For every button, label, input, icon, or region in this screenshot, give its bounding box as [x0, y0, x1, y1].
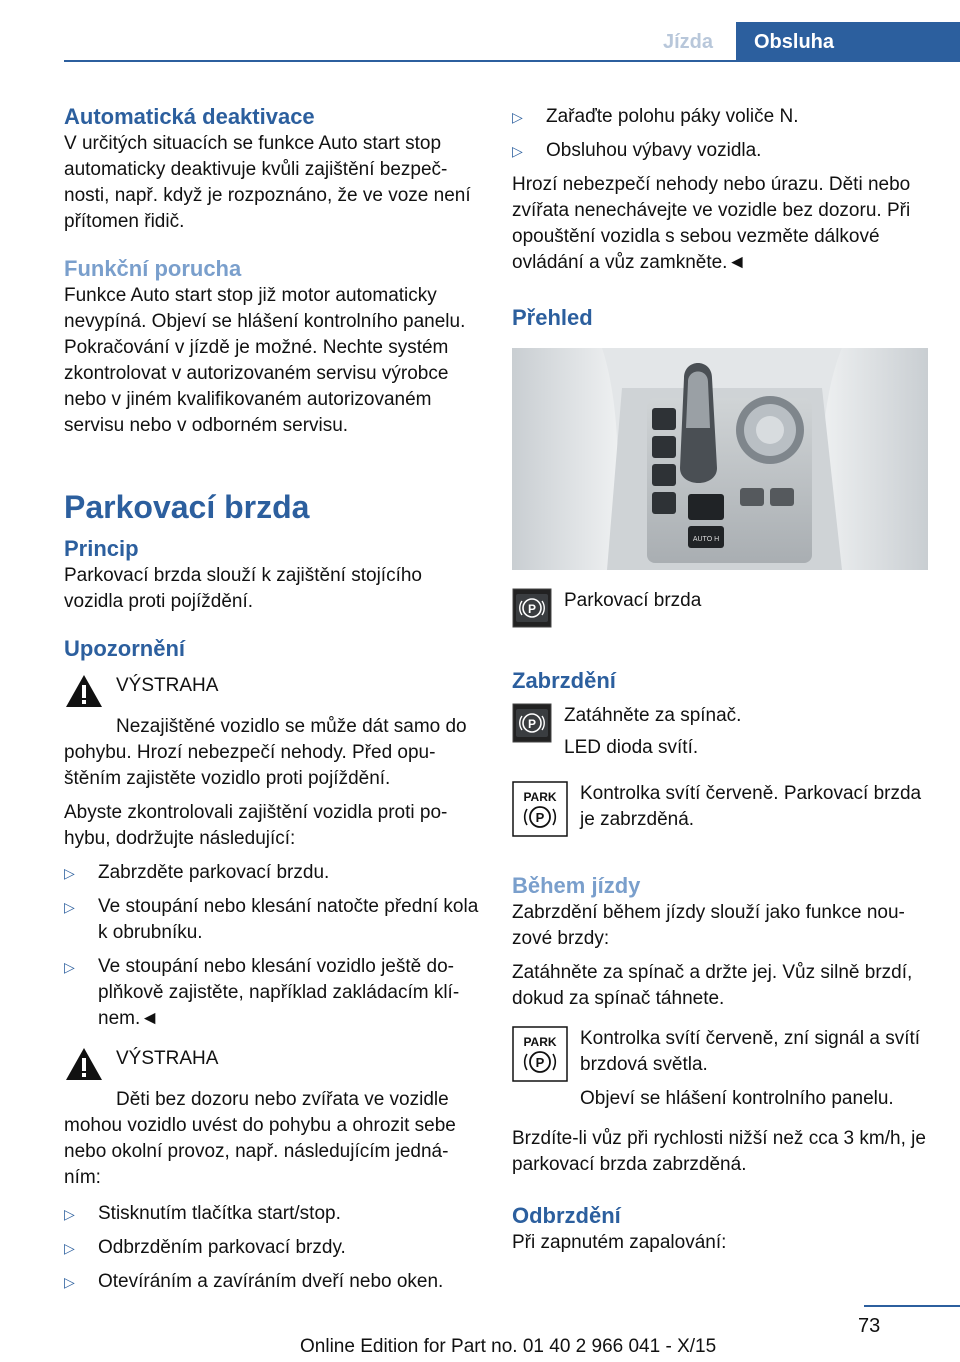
driving-heading: Během jízdy [512, 873, 641, 898]
list-item-text: Obsluhou výbavy vozidla. [546, 140, 762, 161]
list-item [64, 894, 482, 946]
list-item-text: Stisknutím tlačítka start/stop. [98, 1203, 341, 1224]
release-text: Při zapnutém zapalování: [512, 1232, 727, 1253]
auto-h-button-label: AUTO H [692, 536, 720, 543]
warning-2-text: Děti bez dozoru nebo zvířata ve vozidle mohou vozidlo uvést do pohybu a ohrozit sebe nebo okolní provoz, např. následujícím jedná-ním: [64, 1089, 456, 1188]
driving-text-2: Zatáhněte za spínač a držte jej. Vůz silně brzdí, dokud za spínač táhnete. [512, 962, 913, 1009]
apply-line-2: LED dioda svítí. [564, 737, 699, 758]
list-item [64, 954, 482, 1032]
apply-heading: Zabrzdění [512, 668, 616, 693]
parking-brake-switch-icon [512, 588, 552, 633]
svg-text:P: P [527, 717, 537, 731]
list-item-text: Zabrzděte parkovací brzdu. [98, 862, 330, 883]
park-indicator-icon [512, 1026, 568, 1087]
warning-triangle-icon [64, 1046, 104, 1087]
center-console-photo [512, 348, 928, 570]
warning-1-text2: Abyste zkontrolovali zajištění vozidla proti po-hybu, dodržujte následující: [64, 802, 448, 849]
list-item [64, 860, 482, 886]
bullet-arrow-icon: ▷ [64, 865, 75, 881]
driving-text-3: Brzdíte-li vůz při rychlosti nižší než cca 3 km/h, je parkovací brzda zabrzděná. [512, 1128, 926, 1175]
warning-1 [64, 673, 482, 852]
fault-heading: Funkční porucha [64, 256, 242, 281]
console-illustration [512, 348, 928, 570]
warning-1-label: VÝSTRAHA [116, 675, 219, 696]
svg-text:PARK: PARK [523, 1035, 557, 1049]
driving-indicator-text-1: Kontrolka svítí červeně, zní signál a svítí brzdová světla. [580, 1028, 921, 1075]
park-indicator-icon [512, 781, 568, 842]
bullet-arrow-icon: ▷ [64, 1274, 75, 1290]
warning-triangle-icon [64, 673, 104, 714]
list-item [64, 1269, 482, 1295]
page-number: 73 [858, 1315, 881, 1337]
driving-text-1: Zabrzdění během jízdy slouží jako funkce nou-zové brzdy: [512, 902, 905, 949]
bullet-arrow-icon: ▷ [64, 959, 75, 975]
list-item-text: Otevíráním a zavíráním dveří nebo oken. [98, 1271, 444, 1292]
list-item [64, 1235, 482, 1261]
apply-indicator-text: Kontrolka svítí červeně. Parkovací brzda je zabrzděná. [580, 783, 922, 830]
warning-2 [64, 1046, 482, 1191]
online-edition-text: Online Edition for Part no. 01 40 2 966 041 - X/15 [300, 1336, 717, 1357]
right-column [512, 104, 930, 1256]
bullet-arrow-icon: ▷ [512, 109, 523, 125]
svg-text:P: P [535, 810, 545, 825]
bullet-list-2 [64, 1201, 482, 1295]
auto-deactivation-heading: Automatická deaktivace [64, 104, 315, 129]
bullet-list-1 [64, 860, 482, 1032]
bullet-arrow-icon: ▷ [512, 143, 523, 159]
warning-2-label: VÝSTRAHA [116, 1048, 219, 1069]
apply-row [512, 703, 930, 761]
svg-text:P: P [527, 602, 537, 616]
list-item-text: Ve stoupání nebo klesání vozidlo ještě do-plňkově zajistěte, například zakládacím klí-nem.◄ [98, 956, 460, 1029]
apply-indicator-row [512, 781, 930, 842]
driving-indicator-text-2: Objeví se hlášení kontrolního panelu. [580, 1088, 894, 1109]
driving-indicator-row [512, 1026, 930, 1112]
parking-brake-label: Parkovací brzda [564, 590, 702, 611]
principle-heading: Princip [64, 536, 139, 561]
apply-line-1: Zatáhněte za spínač. [564, 705, 742, 726]
parking-brake-switch-icon [512, 703, 552, 748]
list-item-text: Odbrzděním parkovací brzdy. [98, 1237, 346, 1258]
danger-text: Hrozí nebezpečí nehody nebo úrazu. Děti nebo zvířata nenechávejte ve vozidle bez dozoru. Při opouštění vozidla s sebou vezměte dálkové ovládání a vůz zamkněte.◄ [512, 174, 911, 273]
tab-jizda[interactable]: Jízda [662, 31, 714, 53]
footer-rule [864, 1305, 960, 1307]
list-item [512, 104, 930, 130]
list-item-text: Zařaďte polohu páky voliče N. [546, 106, 799, 127]
left-column [64, 100, 482, 1295]
release-heading: Odbrzdění [512, 1203, 621, 1228]
list-item [512, 138, 930, 164]
svg-text:PARK: PARK [523, 790, 557, 804]
list-item [64, 1201, 482, 1227]
header-rule [64, 60, 960, 62]
bullet-arrow-icon: ▷ [64, 1206, 75, 1222]
fault-text: Funkce Auto start stop již motor automaticky nevypíná. Objeví se hlášení kontrolního panelu. Pokračování v jízdě je možné. Nechte systém zkontrolovat v autorizovaném servisu výrobce nebo v jiném kvalifikovaném autorizovaném servisu nebo v odborném servisu. [64, 285, 466, 436]
principle-text: Parkovací brzda slouží k zajištění stojícího vozidla proti pojíždění. [64, 565, 422, 612]
warning-1-text: Nezajištěné vozidlo se může dát samo do pohybu. Hrozí nebezpečí nehody. Před opu-štěním zajistěte vozidlo proti pojíždění. [64, 716, 467, 789]
auto-deactivation-text: V určitých situacích se funkce Auto start stop automaticky deaktivuje kvůli zajištění bezpeč-nosti, např. když je rozpoznáno, že ve voze není přítomen řidič. [64, 133, 471, 232]
notice-heading: Upozornění [64, 636, 185, 661]
bullet-arrow-icon: ▷ [64, 899, 75, 915]
parking-brake-row [512, 588, 930, 633]
list-item-text: Ve stoupání nebo klesání natočte přední kola k obrubníku. [98, 896, 479, 943]
overview-heading: Přehled [512, 305, 593, 330]
svg-text:P: P [535, 1055, 545, 1070]
tab-obsluha[interactable]: Obsluha [736, 22, 960, 62]
bullet-arrow-icon: ▷ [64, 1240, 75, 1256]
section-title: Parkovací brzda [64, 489, 310, 525]
